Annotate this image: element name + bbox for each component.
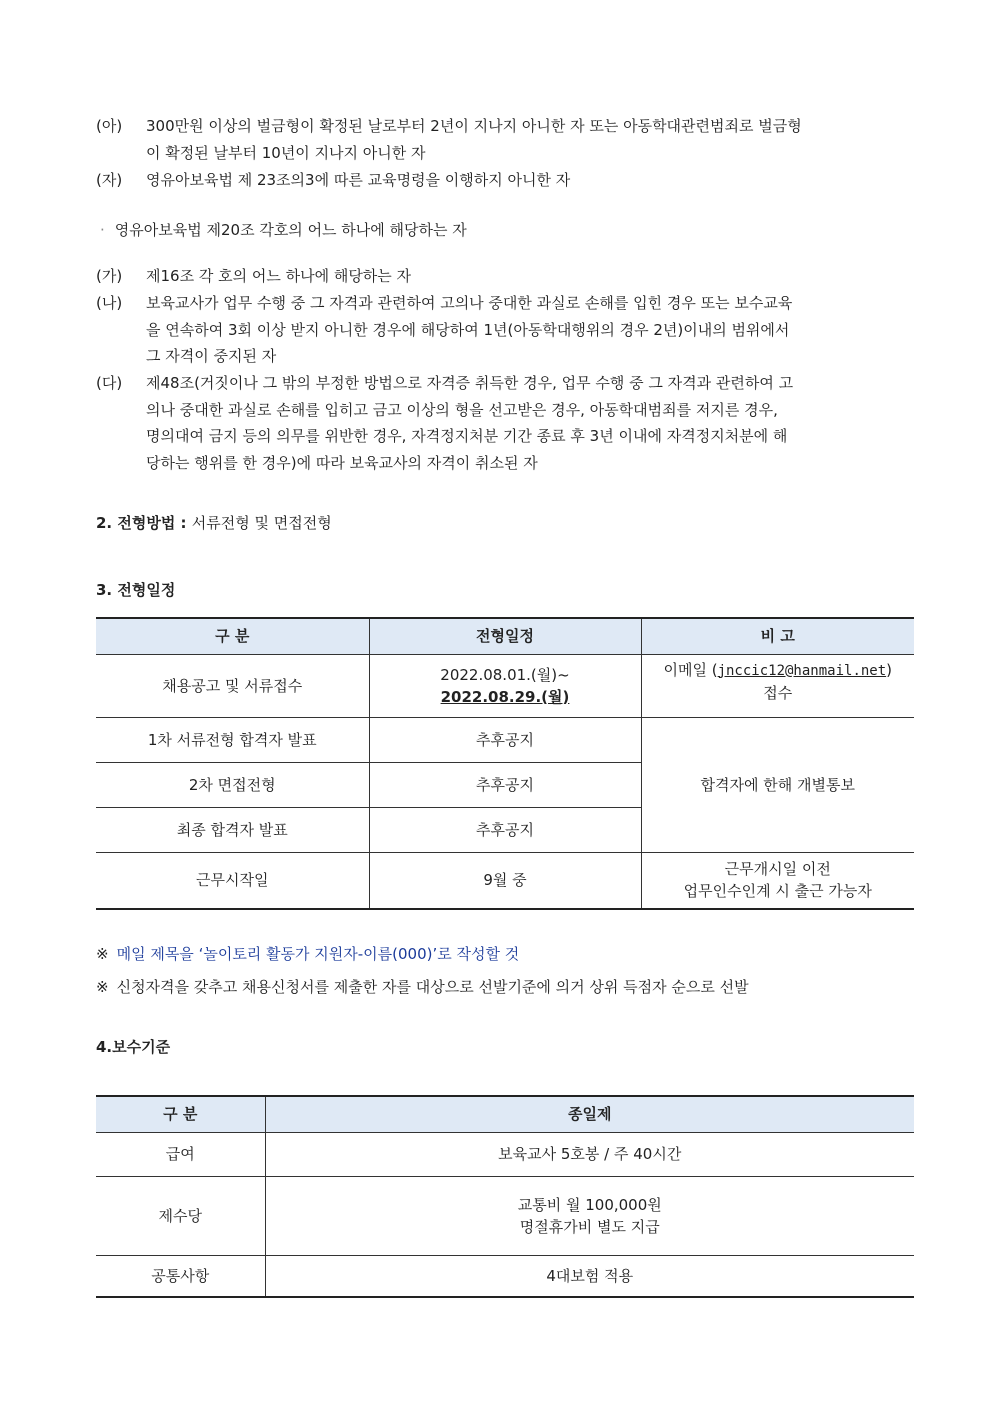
list-item-continuation: 을 연속하여 3회 이상 받지 아니한 경우에 해당하여 1년(아동학대행위의 경우 2년)이내의 범위에서 [146,321,790,339]
table-row: 2차 면접전형 추후공지 [96,762,914,807]
email-link[interactable]: jnccic12@hanmail.net [717,662,887,679]
note-line: ※ 신청자격을 갖추고 채용신청서를 제출한 자를 대상으로 선발기준에 의거 상위 득점자 순으로 선발 [96,978,749,996]
section-heading: 2. 전형방법 : 서류전형 및 면접전형 [96,514,332,532]
table-row: 근무시작일 9월 중 근무개시일 이전 업무인수인계 시 출근 가능자 [96,852,914,909]
table-row: 최종 합격자 발표 추후공지 [96,807,914,852]
table-row: 채용공고 및 서류접수 2022.08.01.(월)~ 2022.08.29.(월) 이메일 (jnccic12@hanmail.net) 접수 [96,654,914,717]
note-line: ※ 메일 제목을 ‘놀이토리 활동가 지원자-이름(000)’로 작성할 것 [96,945,520,963]
list-item: (나) 보육교사가 업무 수행 중 그 자격과 관련하여 고의나 중대한 과실로 손해를 입힌 경우 또는 보수교육 [96,294,793,312]
section-heading: 3. 전형일정 [96,581,176,599]
list-item-continuation: 그 자격이 중지된 자 [146,347,277,365]
section-heading: 4.보수기준 [96,1038,171,1056]
list-item-continuation: 당하는 행위를 한 경우)에 따라 보육교사의 자격이 취소된 자 [146,454,538,472]
list-item-continuation: 의나 중대한 과실로 손해를 입히고 금고 이상의 형을 선고받은 경우, 아동학대범죄를 저지른 경우, [146,401,778,419]
list-item-continuation: 이 확정된 날부터 10년이 지나지 아니한 자 [146,144,426,162]
list-item: (다) 제48조(거짓이나 그 밖의 부정한 방법으로 자격증 취득한 경우, 업무 수행 중 그 자격과 관련하여 고 [96,374,794,392]
list-item: (가) 제16조 각 호의 어느 하나에 해당하는 자 [96,267,412,285]
list-item: (자) 영유아보육법 제 23조의3에 따른 교육명령을 이행하지 아니한 자 [96,171,571,189]
table-header: 구 분 [96,618,369,654]
table-row: 급여 보육교사 5호봉 / 주 40시간 [96,1132,914,1176]
list-item-continuation: 명의대여 금지 등의 의무를 위반한 경우, 자격정지처분 기간 종료 후 3년 이내에 자격정지처분에 해 [146,427,788,445]
table-header: 구 분 [96,1096,265,1132]
bullet-item: · 영유아보육법 제20조 각호의 어느 하나에 해당하는 자 [100,221,467,239]
table-header: 전형일정 [369,618,641,654]
table-row: 공통사항 4대보험 적용 [96,1255,914,1297]
table-row: 제수당 교통비 월 100,000원 명절휴가비 별도 지급 [96,1176,914,1255]
table-row: 1차 서류전형 합격자 발표 추후공지 합격자에 한해 개별통보 [96,717,914,762]
pay-table [96,1095,914,1298]
table-header: 비 고 [641,618,914,654]
list-item: (아) 300만원 이상의 벌금형이 확정된 날로부터 2년이 지나지 아니한 자 또는 아동학대관련범죄로 벌금형 [96,117,802,135]
table-header: 종일제 [265,1096,914,1132]
schedule-table [96,617,914,910]
